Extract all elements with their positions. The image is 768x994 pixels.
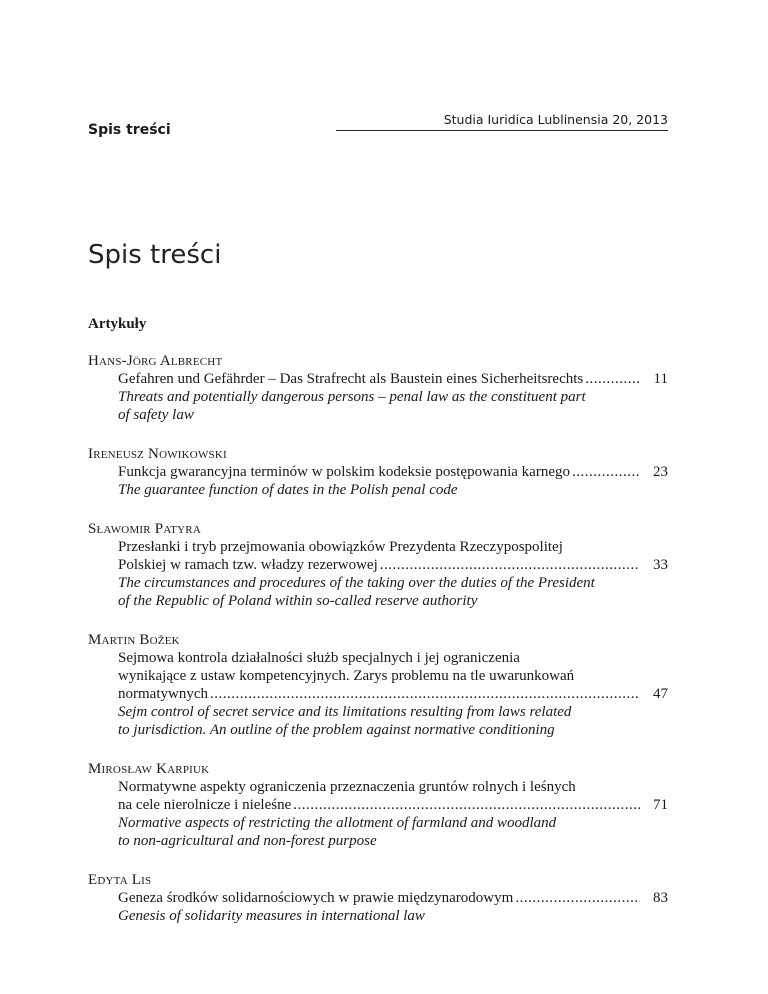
entry-body xyxy=(88,889,668,925)
entry-title: Geneza środków solidarnościowych w prawie międzynarodowym xyxy=(118,890,514,906)
dot-leader xyxy=(572,463,640,481)
entry-page-number: 47 xyxy=(653,686,668,702)
entry-translation-line: Threats and potentially dangerous persons – penal law as the constituent part xyxy=(118,389,586,405)
entry-title-line: Normatywne aspekty ograniczenia przeznaczenia gruntów rolnych i leśnych xyxy=(118,779,576,795)
entry-author: Mirosław Karpiuk xyxy=(88,761,210,777)
section-heading: Artykuły xyxy=(88,316,147,332)
entry-page-number: 23 xyxy=(653,464,668,480)
dot-leader xyxy=(210,685,640,703)
entry-author: Martin Božek xyxy=(88,632,180,648)
entry-translation-line: of the Republic of Poland within so-called reserve authority xyxy=(118,593,478,609)
entry-title-with-page xyxy=(118,463,668,481)
entry-translation-line: The guarantee function of dates in the Polish penal code xyxy=(118,482,458,498)
dot-leader xyxy=(585,370,640,388)
dot-leader xyxy=(293,796,640,814)
header-rule xyxy=(336,130,668,131)
entry-title: normatywnych xyxy=(118,686,208,702)
entry-title-line: Przesłanki i tryb przejmowania obowiązków Prezydenta Rzeczypospolitej xyxy=(118,539,563,555)
entry-author: Ireneusz Nowikowski xyxy=(88,446,227,462)
entry-body xyxy=(88,778,668,850)
entry-page-number: 71 xyxy=(653,797,668,813)
entry-translation-line: The circumstances and procedures of the taking over the duties of the President xyxy=(118,575,595,591)
entry-translation-line: to non-agricultural and non-forest purpose xyxy=(118,833,377,849)
entry-title-with-page xyxy=(118,370,668,388)
entry-title-with-page xyxy=(118,556,668,574)
entry-translation-line: to jurisdiction. An outline of the problem against normative conditioning xyxy=(118,722,555,738)
entry-author: Sławomir Patyra xyxy=(88,521,201,537)
running-header xyxy=(88,112,668,142)
entry-translation-line: Genesis of solidarity measures in international law xyxy=(118,908,425,924)
toc-entries xyxy=(88,352,668,946)
entry-title-with-page xyxy=(118,685,668,703)
entry-page-number: 33 xyxy=(653,557,668,573)
entry-title-with-page xyxy=(118,889,668,907)
entry-body xyxy=(88,649,668,739)
entry-body xyxy=(88,463,668,499)
toc-entry xyxy=(88,445,668,499)
entry-title: Funkcja gwarancyjna terminów w polskim kodeksie postępowania karnego xyxy=(118,464,570,480)
entry-author: Hans-Jörg Albrecht xyxy=(88,353,223,369)
toc-entry xyxy=(88,352,668,424)
dot-leader xyxy=(380,556,640,574)
entry-translation-line: Normative aspects of restricting the allotment of farmland and woodland xyxy=(118,815,557,831)
header-section-label: Spis treści xyxy=(88,122,171,138)
toc-entry xyxy=(88,760,668,850)
entry-title-line: Sejmowa kontrola działalności służb specjalnych i jej ograniczenia xyxy=(118,650,520,666)
page-title: Spis treści xyxy=(88,240,222,270)
entry-translation-line: Sejm control of secret service and its limitations resulting from laws related xyxy=(118,704,572,720)
entry-page-number: 83 xyxy=(653,890,668,906)
toc-entry xyxy=(88,871,668,925)
entry-title-line: wynikające z ustaw kompetencyjnych. Zarys problemu na tle uwarunkowań xyxy=(118,668,575,684)
entry-translation-line: of safety law xyxy=(118,407,194,423)
toc-entry xyxy=(88,631,668,739)
header-journal: Studia Iuridica Lublinensia 20, 2013 xyxy=(443,112,668,127)
entry-body xyxy=(88,538,668,610)
entry-title: Gefahren und Gefährder – Das Strafrecht als Baustein eines Sicherheitsrechts xyxy=(118,371,584,387)
dot-leader xyxy=(515,889,640,907)
entry-title: na cele nierolnicze i nieleśne xyxy=(118,797,292,813)
entry-title: Polskiej w ramach tzw. władzy rezerwowej xyxy=(118,557,378,573)
entry-body xyxy=(88,370,668,424)
entry-author: Edyta Lis xyxy=(88,872,152,888)
toc-entry xyxy=(88,520,668,610)
entry-title-with-page xyxy=(118,796,668,814)
entry-page-number: 11 xyxy=(653,371,668,387)
